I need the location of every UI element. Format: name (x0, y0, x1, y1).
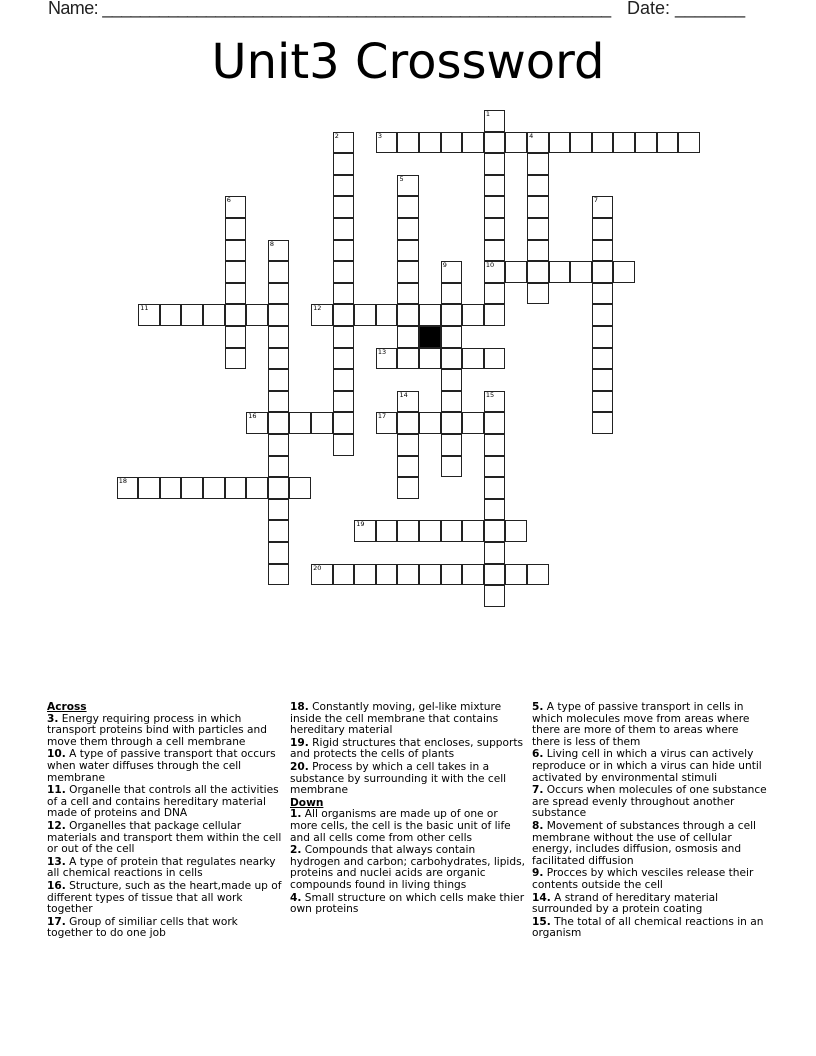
crossword-cell[interactable] (592, 132, 614, 154)
clue-number: 15 (485, 390, 495, 399)
crossword-cell[interactable] (333, 326, 355, 348)
crossword-cell[interactable] (333, 564, 355, 586)
clue-number-label: 3. (47, 712, 59, 725)
black-square (419, 326, 441, 348)
crossword-cell[interactable] (527, 261, 549, 283)
crossword-cell[interactable] (484, 110, 506, 132)
clue-number-label: 10. (47, 748, 66, 761)
crossword-cell[interactable] (397, 196, 419, 218)
crossword-cell[interactable] (527, 132, 549, 154)
clue-number-label: 15. (532, 915, 551, 928)
crossword-cell[interactable] (527, 564, 549, 586)
crossword-cell[interactable] (678, 132, 700, 154)
clue-text: Process by which a cell takes in a substance by surrounding it with the cell membrane (290, 760, 507, 797)
crossword-cell[interactable] (333, 412, 355, 434)
crossword-cell[interactable] (505, 564, 527, 586)
crossword-cell[interactable] (289, 412, 311, 434)
crossword-cell[interactable] (397, 175, 419, 197)
crossword-cell[interactable] (657, 132, 679, 154)
crossword-cell[interactable] (333, 240, 355, 262)
down-clue (532, 749, 768, 784)
clue-number: 4 (529, 131, 534, 140)
crossword-cell[interactable] (592, 283, 614, 305)
crossword-cell[interactable] (376, 520, 398, 542)
down-heading: Down (290, 796, 324, 809)
crossword-cell[interactable] (484, 132, 506, 154)
crossword-cell[interactable] (441, 283, 463, 305)
clue-number-label: 18. (290, 701, 309, 713)
crossword-cell[interactable] (484, 520, 506, 542)
crossword-cell[interactable] (376, 348, 398, 370)
crossword-cell[interactable] (117, 477, 139, 499)
across-clue (47, 749, 283, 784)
crossword-cell[interactable] (268, 240, 290, 262)
clue-number-label: 9. (532, 867, 544, 880)
clue-number-label: 12. (47, 819, 66, 832)
crossword-cell[interactable] (268, 456, 290, 478)
down-clue (290, 809, 526, 844)
clue-text: Living cell in which a virus can actively reproduce or in which a virus can hide until activated by environmental stimuli (532, 748, 762, 784)
crossword-cell[interactable] (484, 240, 506, 262)
crossword-cell[interactable] (225, 304, 247, 326)
across-clue (47, 881, 283, 916)
crossword-cell[interactable] (397, 261, 419, 283)
down-clue (532, 702, 768, 748)
crossword-cell[interactable] (441, 369, 463, 391)
crossword-cell[interactable] (635, 132, 657, 154)
clue-number: 9 (442, 261, 447, 270)
crossword-cell[interactable] (505, 132, 527, 154)
crossword-cell[interactable] (484, 391, 506, 413)
crossword-cell[interactable] (268, 348, 290, 370)
clue-number-label: 5. (532, 701, 544, 713)
clue-text: Energy requiring process in which transport proteins bind with particles and move them through a cell membrane (47, 712, 267, 748)
crossword-cell[interactable] (592, 369, 614, 391)
clue-text: Organelles that package cellular materials and transport them within the cell or out of the cell (47, 819, 282, 856)
clue-number-label: 11. (47, 784, 66, 797)
crossword-cell[interactable] (311, 412, 333, 434)
crossword-cell[interactable] (268, 520, 290, 542)
clue-number-label: 2. (290, 844, 302, 857)
crossword-cell[interactable] (484, 218, 506, 240)
crossword-cell[interactable] (268, 412, 290, 434)
crossword-cell[interactable] (333, 348, 355, 370)
clue-text: Organelle that controls all the activities of a cell and contains hereditary material made of proteins and DNA (47, 784, 279, 820)
crossword-cell[interactable] (203, 304, 225, 326)
down-clue (532, 821, 768, 867)
clue-number: 17 (377, 412, 387, 421)
crossword-cell[interactable] (268, 326, 290, 348)
across-clue (47, 857, 283, 880)
crossword-cell[interactable] (484, 434, 506, 456)
crossword-cell[interactable] (225, 261, 247, 283)
crossword-cell[interactable] (333, 218, 355, 240)
crossword-cell[interactable] (570, 261, 592, 283)
across-clue (47, 917, 283, 940)
crossword-cell[interactable] (225, 240, 247, 262)
crossword-cell[interactable] (441, 520, 463, 542)
crossword-cell[interactable] (311, 564, 333, 586)
crossword-cell[interactable] (592, 196, 614, 218)
crossword-cell[interactable] (397, 391, 419, 413)
clue-number-label: 6. (532, 748, 544, 761)
clue-text: Movement of substances through a cell membrane without the use of cellular energy, includes diffusion, osmosis and facilitated diffusion (532, 819, 756, 867)
crossword-cell[interactable] (268, 542, 290, 564)
clue-number-label: 13. (47, 855, 66, 868)
crossword-cell[interactable] (441, 564, 463, 586)
clue-number: 7 (593, 196, 599, 205)
crossword-cell[interactable] (289, 477, 311, 499)
clue-text: A type of passive transport in cells in which molecules move from areas where there are more of them to areas where there is less of them (532, 701, 750, 748)
crossword-cell[interactable] (462, 520, 484, 542)
clue-number: 3 (377, 131, 383, 140)
crossword-cell[interactable] (441, 456, 463, 478)
crossword-cell[interactable] (376, 132, 398, 154)
clue-number-label: 17. (47, 915, 66, 928)
crossword-cell[interactable] (484, 304, 506, 326)
crossword-cell[interactable] (592, 261, 614, 283)
crossword-cell[interactable] (484, 348, 506, 370)
across-clue (290, 702, 526, 737)
crossword-cell[interactable] (419, 520, 441, 542)
crossword-cell[interactable] (333, 369, 355, 391)
crossword-cell[interactable] (225, 218, 247, 240)
across-clue (290, 762, 526, 797)
crossword-cell[interactable] (419, 348, 441, 370)
crossword-cell[interactable] (592, 240, 614, 262)
clue-text: Compounds that always contain hydrogen and carbon; carbohydrates, lipids, proteins and nuclei acids are organic compounds found in living things (290, 844, 525, 891)
crossword-cell[interactable] (311, 304, 333, 326)
crossword-cell[interactable] (484, 564, 506, 586)
clue-number-label: 19. (290, 736, 309, 749)
crossword-cell[interactable] (613, 261, 635, 283)
across-heading: Across (47, 701, 87, 713)
crossword-cell[interactable] (484, 261, 506, 283)
crossword-cell[interactable] (333, 283, 355, 305)
crossword-cell[interactable] (181, 477, 203, 499)
clue-number: 12 (313, 304, 322, 313)
clue-number: 19 (356, 520, 365, 529)
crossword-cell[interactable] (268, 477, 290, 499)
crossword-cell[interactable] (333, 391, 355, 413)
crossword-cell[interactable] (160, 477, 182, 499)
crossword-cell[interactable] (484, 477, 506, 499)
page-title: Unit3 Crossword (211, 34, 605, 90)
crossword-cell[interactable] (397, 132, 419, 154)
crossword-cell[interactable] (462, 304, 484, 326)
clues-column-1 (47, 702, 283, 941)
crossword-cell[interactable] (268, 391, 290, 413)
down-clue (532, 917, 768, 940)
clue-number: 5 (399, 174, 404, 183)
crossword-cell[interactable] (462, 564, 484, 586)
crossword-cell[interactable] (549, 132, 571, 154)
crossword-cell[interactable] (225, 348, 247, 370)
clue-text: Group of similiar cells that work together to do one job (47, 915, 238, 940)
crossword-cell[interactable] (268, 283, 290, 305)
crossword-cell[interactable] (397, 240, 419, 262)
clue-number: 11 (140, 304, 149, 313)
clue-number: 2 (334, 131, 339, 140)
crossword-cell[interactable] (592, 326, 614, 348)
crossword-cell[interactable] (441, 132, 463, 154)
crossword-cell[interactable] (397, 434, 419, 456)
crossword-cell[interactable] (419, 412, 441, 434)
name-field-label: Name: ______________________________________________________ (48, 0, 611, 18)
crossword-cell[interactable] (268, 564, 290, 586)
crossword-cell[interactable] (419, 132, 441, 154)
crossword-cell[interactable] (397, 218, 419, 240)
crossword-cell[interactable] (527, 175, 549, 197)
crossword-cell[interactable] (527, 283, 549, 305)
crossword-cell[interactable] (333, 175, 355, 197)
crossword-cell[interactable] (613, 132, 635, 154)
clue-number: 14 (399, 390, 408, 399)
clue-text: A strand of hereditary material surrounded by a protein coating (532, 891, 719, 916)
clue-text: A type of passive transport that occurs when water diffuses through the cell membrane (47, 748, 276, 784)
down-clue (532, 893, 768, 916)
crossword-cell[interactable] (441, 391, 463, 413)
crossword-cell[interactable] (592, 348, 614, 370)
crossword-cell[interactable] (527, 196, 549, 218)
crossword-cell[interactable] (484, 175, 506, 197)
crossword-cell[interactable] (225, 283, 247, 305)
crossword-cell[interactable] (138, 477, 160, 499)
crossword-cell[interactable] (333, 304, 355, 326)
crossword-cell[interactable] (549, 261, 571, 283)
date-field-label: Date: _______ (627, 0, 746, 18)
across-clue (47, 785, 283, 820)
crossword-cell[interactable] (397, 477, 419, 499)
crossword-cell[interactable] (333, 132, 355, 154)
clue-number: 6 (226, 196, 231, 205)
clue-text: Constantly moving, gel-like mixture inside the cell membrane that contains hereditary material (290, 701, 502, 737)
crossword-cell[interactable] (441, 412, 463, 434)
crossword-cell[interactable] (333, 261, 355, 283)
crossword-cell[interactable] (225, 196, 247, 218)
crossword-cell[interactable] (441, 261, 463, 283)
crossword-cell[interactable] (354, 304, 376, 326)
crossword-cell[interactable] (268, 304, 290, 326)
crossword-cell[interactable] (268, 261, 290, 283)
down-clue (532, 785, 768, 820)
crossword-cell[interactable] (527, 218, 549, 240)
crossword-cell[interactable] (484, 542, 506, 564)
clue-text: Small structure on which cells make thier own proteins (290, 891, 525, 916)
clues-column-2 (290, 702, 526, 917)
clue-text: A type of protein that regulates nearky all chemical reactions in cells (47, 855, 276, 880)
crossword-cell[interactable] (441, 326, 463, 348)
down-clue (532, 868, 768, 891)
crossword-cell[interactable] (592, 391, 614, 413)
crossword-cell[interactable] (592, 304, 614, 326)
crossword-cell[interactable] (441, 304, 463, 326)
crossword-cell[interactable] (419, 304, 441, 326)
crossword-cell[interactable] (505, 520, 527, 542)
crossword-cell[interactable] (484, 499, 506, 521)
crossword-cell[interactable] (527, 240, 549, 262)
clue-number-label: 14. (532, 891, 551, 904)
crossword-cell[interactable] (505, 261, 527, 283)
crossword-cell[interactable] (376, 412, 398, 434)
crossword-cell[interactable] (138, 304, 160, 326)
clue-text: All organisms are made up of one or more cells, the cell is the basic unit of life and all cells come from other cells (290, 808, 511, 844)
clue-number-label: 20. (290, 760, 309, 773)
crossword-cell[interactable] (397, 520, 419, 542)
crossword-cell[interactable] (376, 564, 398, 586)
clues-column-3 (532, 702, 768, 941)
crossword-cell[interactable] (484, 196, 506, 218)
crossword-cell[interactable] (225, 326, 247, 348)
crossword-cell[interactable] (462, 412, 484, 434)
crossword-cell[interactable] (181, 304, 203, 326)
crossword-cell[interactable] (397, 326, 419, 348)
crossword-cell[interactable] (333, 196, 355, 218)
crossword-cell[interactable] (397, 456, 419, 478)
crossword-cell[interactable] (462, 348, 484, 370)
clue-text: Occurs when molecules of one substance are spread evenly throughout another substance (532, 784, 767, 820)
clue-text: Rigid structures that encloses, supports and protects the cells of plants (290, 736, 524, 761)
crossword-cell[interactable] (397, 412, 419, 434)
clue-text: Structure, such as the heart,made up of different types of tissue that all work together (47, 879, 282, 916)
crossword-cell[interactable] (376, 304, 398, 326)
clue-text: Procces by which vesciles release their contents outside the cell (532, 867, 754, 891)
crossword-cell[interactable] (354, 520, 376, 542)
clue-number: 18 (118, 477, 127, 486)
crossword-cell[interactable] (268, 369, 290, 391)
across-clue (290, 738, 526, 761)
clue-number: 16 (248, 412, 257, 421)
clue-text: The total of all chemical reactions in an organism (532, 915, 764, 940)
crossword-cell[interactable] (441, 348, 463, 370)
crossword-cell[interactable] (570, 132, 592, 154)
crossword-cell[interactable] (246, 412, 268, 434)
clue-number-label: 8. (532, 819, 544, 832)
across-clue (47, 821, 283, 856)
crossword-cell[interactable] (484, 585, 506, 607)
crossword-cell[interactable] (225, 477, 247, 499)
clue-number: 13 (377, 347, 387, 356)
clue-number-label: 4. (290, 891, 302, 904)
clue-number-label: 1. (290, 808, 302, 821)
clue-number-label: 16. (47, 879, 66, 892)
crossword-cell[interactable] (397, 304, 419, 326)
across-clue (47, 714, 283, 749)
crossword-cell[interactable] (441, 434, 463, 456)
down-clue (290, 893, 526, 916)
crossword-cell[interactable] (246, 304, 268, 326)
clue-number: 1 (485, 110, 491, 118)
crossword-cell[interactable] (268, 499, 290, 521)
crossword-cell[interactable] (484, 153, 506, 175)
clue-number: 10 (485, 261, 495, 270)
crossword-cell[interactable] (246, 477, 268, 499)
crossword-cell[interactable] (462, 132, 484, 154)
crossword-cell[interactable] (203, 477, 225, 499)
crossword-cell[interactable] (397, 283, 419, 305)
down-clue (290, 845, 526, 891)
crossword-cell[interactable] (397, 564, 419, 586)
crossword-cell[interactable] (397, 348, 419, 370)
crossword-cell[interactable] (484, 283, 506, 305)
crossword-cell[interactable] (484, 412, 506, 434)
clue-number-label: 7. (532, 784, 544, 797)
crossword-cell[interactable] (268, 434, 290, 456)
crossword-cell[interactable] (592, 412, 614, 434)
crossword-cell[interactable] (527, 153, 549, 175)
crossword-cell[interactable] (354, 564, 376, 586)
crossword-cell[interactable] (484, 456, 506, 478)
crossword-cell[interactable] (160, 304, 182, 326)
crossword-cell[interactable] (592, 218, 614, 240)
crossword-cell[interactable] (419, 564, 441, 586)
clue-number: 20 (313, 563, 322, 572)
crossword-cell[interactable] (333, 153, 355, 175)
crossword-cell[interactable] (333, 434, 355, 456)
clue-number: 8 (269, 239, 275, 248)
